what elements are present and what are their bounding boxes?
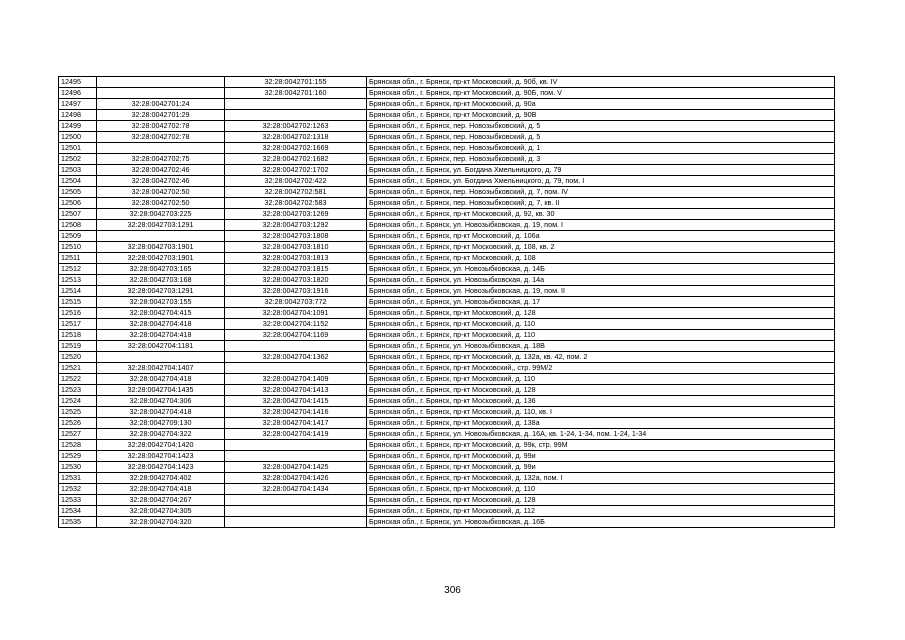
row-number-cell: 12531 — [59, 473, 97, 484]
table-row — [59, 77, 835, 88]
table-row — [59, 517, 835, 528]
address-cell: Брянская обл., г. Брянск, пр-кт Московский, д. 110 — [367, 330, 835, 341]
table-row — [59, 231, 835, 242]
address-cell: Брянская обл., г. Брянск, ул. Богдана Хмельницкого, д. 79 — [367, 165, 835, 176]
object-cadastral-number-cell — [225, 495, 367, 506]
table-row — [59, 319, 835, 330]
table-row — [59, 198, 835, 209]
row-number-cell: 12499 — [59, 121, 97, 132]
object-cadastral-number-cell: 32:28:0042704:1362 — [225, 352, 367, 363]
table-row — [59, 330, 835, 341]
table-row — [59, 407, 835, 418]
row-number-cell: 12509 — [59, 231, 97, 242]
land-cadastral-number-cell: 32:28:0042704:306 — [97, 396, 225, 407]
address-cell: Брянская обл., г. Брянск, пр-кт Московский, д. 90б, кв. IV — [367, 77, 835, 88]
object-cadastral-number-cell: 32:28:0042702:583 — [225, 198, 367, 209]
land-cadastral-number-cell: 32:28:0042704:418 — [97, 330, 225, 341]
address-cell: Брянская обл., г. Брянск, ул. Новозыбковская, д. 14Б — [367, 264, 835, 275]
object-cadastral-number-cell: 32:28:0042703:1808 — [225, 231, 367, 242]
table-row — [59, 187, 835, 198]
table-row — [59, 242, 835, 253]
object-cadastral-number-cell: 32:28:0042704:1417 — [225, 418, 367, 429]
table-row — [59, 286, 835, 297]
row-number-cell: 12505 — [59, 187, 97, 198]
object-cadastral-number-cell: 32:28:0042704:1426 — [225, 473, 367, 484]
row-number-cell: 12501 — [59, 143, 97, 154]
land-cadastral-number-cell: 32:28:0042704:1420 — [97, 440, 225, 451]
address-cell: Брянская обл., г. Брянск, пр-кт Московский, д. 112 — [367, 506, 835, 517]
land-cadastral-number-cell: 32:28:0042702:46 — [97, 165, 225, 176]
row-number-cell: 12533 — [59, 495, 97, 506]
row-number-cell: 12504 — [59, 176, 97, 187]
address-cell: Брянская обл., г. Брянск, пр-кт Московский, д. 136 — [367, 396, 835, 407]
row-number-cell: 12516 — [59, 308, 97, 319]
address-cell: Брянская обл., г. Брянск, ул. Богдана Хмельницкого, д. 79, пом. I — [367, 176, 835, 187]
land-cadastral-number-cell — [97, 88, 225, 99]
object-cadastral-number-cell: 32:28:0042703:1810 — [225, 242, 367, 253]
land-cadastral-number-cell — [97, 143, 225, 154]
object-cadastral-number-cell — [225, 517, 367, 528]
row-number-cell: 12535 — [59, 517, 97, 528]
address-cell: Брянская обл., г. Брянск, пр-кт Московский, д. 90Б, пом. V — [367, 88, 835, 99]
object-cadastral-number-cell: 32:28:0042704:1425 — [225, 462, 367, 473]
land-cadastral-number-cell: 32:28:0042701:24 — [97, 99, 225, 110]
address-cell: Брянская обл., г. Брянск, пр-кт Московский, д. 138а — [367, 418, 835, 429]
row-number-cell: 12495 — [59, 77, 97, 88]
table-row — [59, 99, 835, 110]
object-cadastral-number-cell: 32:28:0042704:1409 — [225, 374, 367, 385]
table-row — [59, 484, 835, 495]
object-cadastral-number-cell: 32:28:0042703:1813 — [225, 253, 367, 264]
row-number-cell: 12508 — [59, 220, 97, 231]
table-row — [59, 374, 835, 385]
land-cadastral-number-cell: 32:28:0042703:225 — [97, 209, 225, 220]
land-cadastral-number-cell: 32:28:0042704:418 — [97, 319, 225, 330]
land-cadastral-number-cell: 32:28:0042704:418 — [97, 484, 225, 495]
row-number-cell: 12521 — [59, 363, 97, 374]
table-row — [59, 253, 835, 264]
table-row — [59, 429, 835, 440]
object-cadastral-number-cell: 32:28:0042703:1292 — [225, 220, 367, 231]
object-cadastral-number-cell: 32:28:0042704:1434 — [225, 484, 367, 495]
land-cadastral-number-cell: 32:28:0042704:305 — [97, 506, 225, 517]
table-row — [59, 506, 835, 517]
land-cadastral-number-cell: 32:28:0042704:415 — [97, 308, 225, 319]
row-number-cell: 12507 — [59, 209, 97, 220]
land-cadastral-number-cell: 32:28:0042703:168 — [97, 275, 225, 286]
object-cadastral-number-cell — [225, 110, 367, 121]
address-cell: Брянская обл., г. Брянск, ул. Новозыбковская, д. 16Б — [367, 517, 835, 528]
row-number-cell: 12528 — [59, 440, 97, 451]
address-cell: Брянская обл., г. Брянск, пр-кт Московский, д. 110 — [367, 484, 835, 495]
object-cadastral-number-cell: 32:28:0042703:1815 — [225, 264, 367, 275]
object-cadastral-number-cell: 32:28:0042704:1415 — [225, 396, 367, 407]
register-table-body — [59, 77, 835, 528]
address-cell: Брянская обл., г. Брянск, пр-кт Московский, д. 99и — [367, 462, 835, 473]
address-cell: Брянская обл., г. Брянск, пр-кт Московский, д. 108 — [367, 253, 835, 264]
object-cadastral-number-cell: 32:28:0042702:1682 — [225, 154, 367, 165]
land-cadastral-number-cell: 32:28:0042704:418 — [97, 374, 225, 385]
row-number-cell: 12522 — [59, 374, 97, 385]
object-cadastral-number-cell — [225, 506, 367, 517]
row-number-cell: 12514 — [59, 286, 97, 297]
address-cell: Брянская обл., г. Брянск, ул. Новозыбковская, д. 17 — [367, 297, 835, 308]
land-cadastral-number-cell: 32:28:0042702:46 — [97, 176, 225, 187]
object-cadastral-number-cell: 32:28:0042704:1413 — [225, 385, 367, 396]
object-cadastral-number-cell — [225, 440, 367, 451]
row-number-cell: 12517 — [59, 319, 97, 330]
table-row — [59, 110, 835, 121]
row-number-cell: 12534 — [59, 506, 97, 517]
object-cadastral-number-cell: 32:28:0042702:1318 — [225, 132, 367, 143]
address-cell: Брянская обл., г. Брянск, пр-кт Московский, д. 90В — [367, 110, 835, 121]
register-table — [58, 76, 835, 528]
object-cadastral-number-cell: 32:28:0042702:581 — [225, 187, 367, 198]
address-cell: Брянская обл., г. Брянск, ул. Новозыбковская, д. 14а — [367, 275, 835, 286]
address-cell: Брянская обл., г. Брянск, пр-кт Московский, д. 90а — [367, 99, 835, 110]
object-cadastral-number-cell: 32:28:0042704:1416 — [225, 407, 367, 418]
land-cadastral-number-cell: 32:28:0042704:1181 — [97, 341, 225, 352]
object-cadastral-number-cell: 32:28:0042703:772 — [225, 297, 367, 308]
row-number-cell: 12513 — [59, 275, 97, 286]
address-cell: Брянская обл., г. Брянск, пр-кт Московский, д. 132а, кв. 42, пом. 2 — [367, 352, 835, 363]
row-number-cell: 12524 — [59, 396, 97, 407]
object-cadastral-number-cell — [225, 451, 367, 462]
object-cadastral-number-cell: 32:28:0042702:1263 — [225, 121, 367, 132]
land-cadastral-number-cell: 32:28:0042704:418 — [97, 407, 225, 418]
land-cadastral-number-cell: 32:28:0042703:155 — [97, 297, 225, 308]
row-number-cell: 12520 — [59, 352, 97, 363]
table-row — [59, 495, 835, 506]
land-cadastral-number-cell — [97, 352, 225, 363]
land-cadastral-number-cell: 32:28:0042702:50 — [97, 198, 225, 209]
land-cadastral-number-cell: 32:28:0042702:75 — [97, 154, 225, 165]
row-number-cell: 12515 — [59, 297, 97, 308]
land-cadastral-number-cell: 32:28:0042704:1423 — [97, 462, 225, 473]
row-number-cell: 12519 — [59, 341, 97, 352]
address-cell: Брянская обл., г. Брянск, ул. Новозыбковская, д. 18В — [367, 341, 835, 352]
row-number-cell: 12530 — [59, 462, 97, 473]
address-cell: Брянская обл., г. Брянск, пер. Новозыбковский, д. 7, кв. II — [367, 198, 835, 209]
row-number-cell: 12497 — [59, 99, 97, 110]
land-cadastral-number-cell: 32:28:0042703:1291 — [97, 220, 225, 231]
land-cadastral-number-cell: 32:28:0042701:29 — [97, 110, 225, 121]
land-cadastral-number-cell: 32:28:0042704:320 — [97, 517, 225, 528]
land-cadastral-number-cell: 32:28:0042704:402 — [97, 473, 225, 484]
table-row — [59, 473, 835, 484]
address-cell: Брянская обл., г. Брянск, пр-кт Московский, д. 128 — [367, 385, 835, 396]
object-cadastral-number-cell: 32:28:0042702:1702 — [225, 165, 367, 176]
land-cadastral-number-cell: 32:28:0042703:1901 — [97, 242, 225, 253]
address-cell: Брянская обл., г. Брянск, пр-кт Московский, д. 132а, пом. I — [367, 473, 835, 484]
row-number-cell: 12529 — [59, 451, 97, 462]
address-cell: Брянская обл., г. Брянск, пр-кт Московский, д. 99к, стр. 99М — [367, 440, 835, 451]
land-cadastral-number-cell: 32:28:0042704:1407 — [97, 363, 225, 374]
table-row — [59, 176, 835, 187]
row-number-cell: 12510 — [59, 242, 97, 253]
table-row — [59, 132, 835, 143]
address-cell: Брянская обл., г. Брянск, пр-кт Московский, д. 106а — [367, 231, 835, 242]
address-cell: Брянская обл., г. Брянск, пр-кт Московский, д. 110 — [367, 319, 835, 330]
object-cadastral-number-cell: 32:28:0042704:1091 — [225, 308, 367, 319]
address-cell: Брянская обл., г. Брянск, пр-кт Московский, д. 110, кв. I — [367, 407, 835, 418]
object-cadastral-number-cell — [225, 363, 367, 374]
row-number-cell: 12526 — [59, 418, 97, 429]
address-cell: Брянская обл., г. Брянск, пер. Новозыбковский, д. 7, пом. IV — [367, 187, 835, 198]
land-cadastral-number-cell: 32:28:0042704:322 — [97, 429, 225, 440]
object-cadastral-number-cell — [225, 99, 367, 110]
land-cadastral-number-cell: 32:28:0042703:1901 — [97, 253, 225, 264]
land-cadastral-number-cell: 32:28:0042702:78 — [97, 121, 225, 132]
object-cadastral-number-cell: 32:28:0042703:1269 — [225, 209, 367, 220]
row-number-cell: 12503 — [59, 165, 97, 176]
table-row — [59, 308, 835, 319]
address-cell: Брянская обл., г. Брянск, пер. Новозыбковский, д. 5 — [367, 121, 835, 132]
object-cadastral-number-cell: 32:28:0042704:1152 — [225, 319, 367, 330]
object-cadastral-number-cell: 32:28:0042702:1669 — [225, 143, 367, 154]
row-number-cell: 12527 — [59, 429, 97, 440]
table-row — [59, 297, 835, 308]
address-cell: Брянская обл., г. Брянск, ул. Новозыбковская, д. 19, пом. I — [367, 220, 835, 231]
row-number-cell: 12506 — [59, 198, 97, 209]
row-number-cell: 12525 — [59, 407, 97, 418]
row-number-cell: 12500 — [59, 132, 97, 143]
address-cell: Брянская обл., г. Брянск, ул. Новозыбковская, д. 19, пом. II — [367, 286, 835, 297]
table-row — [59, 154, 835, 165]
table-row — [59, 220, 835, 231]
page-number: 306 — [444, 585, 461, 596]
table-row — [59, 264, 835, 275]
table-row — [59, 341, 835, 352]
table-row — [59, 418, 835, 429]
address-cell: Брянская обл., г. Брянск, пр-кт Московский,, стр. 99М/2 — [367, 363, 835, 374]
land-cadastral-number-cell: 32:28:0042704:1423 — [97, 451, 225, 462]
object-cadastral-number-cell: 32:28:0042701:160 — [225, 88, 367, 99]
address-cell: Брянская обл., г. Брянск, пер. Новозыбковский, д. 3 — [367, 154, 835, 165]
table-row — [59, 352, 835, 363]
table-row — [59, 275, 835, 286]
table-row — [59, 88, 835, 99]
land-cadastral-number-cell: 32:28:0042702:50 — [97, 187, 225, 198]
address-cell: Брянская обл., г. Брянск, ул. Новозыбковская, д. 16А, кв. 1-24, 1-34, пом. 1-24, 1-34 — [367, 429, 835, 440]
table-row — [59, 462, 835, 473]
row-number-cell: 12518 — [59, 330, 97, 341]
address-cell: Брянская обл., г. Брянск, пр-кт Московский, д. 108, кв. 2 — [367, 242, 835, 253]
object-cadastral-number-cell: 32:28:0042701:155 — [225, 77, 367, 88]
land-cadastral-number-cell: 32:28:0042704:267 — [97, 495, 225, 506]
address-cell: Брянская обл., г. Брянск, пр-кт Московский, д. 92, кв. 30 — [367, 209, 835, 220]
land-cadastral-number-cell — [97, 231, 225, 242]
row-number-cell: 12496 — [59, 88, 97, 99]
address-cell: Брянская обл., г. Брянск, пр-кт Московский, д. 99и — [367, 451, 835, 462]
row-number-cell: 12498 — [59, 110, 97, 121]
object-cadastral-number-cell — [225, 341, 367, 352]
object-cadastral-number-cell: 32:28:0042703:1916 — [225, 286, 367, 297]
table-row — [59, 121, 835, 132]
address-cell: Брянская обл., г. Брянск, пр-кт Московский, д. 128 — [367, 308, 835, 319]
object-cadastral-number-cell: 32:28:0042704:1419 — [225, 429, 367, 440]
table-row — [59, 385, 835, 396]
land-cadastral-number-cell: 32:28:0042704:1435 — [97, 385, 225, 396]
row-number-cell: 12511 — [59, 253, 97, 264]
address-cell: Брянская обл., г. Брянск, пр-кт Московский, д. 110 — [367, 374, 835, 385]
row-number-cell: 12512 — [59, 264, 97, 275]
table-row — [59, 165, 835, 176]
land-cadastral-number-cell — [97, 77, 225, 88]
address-cell: Брянская обл., г. Брянск, пер. Новозыбковский, д. 5 — [367, 132, 835, 143]
row-number-cell: 12502 — [59, 154, 97, 165]
land-cadastral-number-cell: 32:28:0042703:165 — [97, 264, 225, 275]
object-cadastral-number-cell: 32:28:0042702:422 — [225, 176, 367, 187]
land-cadastral-number-cell: 32:28:0042702:78 — [97, 132, 225, 143]
address-cell: Брянская обл., г. Брянск, пр-кт Московский, д. 128 — [367, 495, 835, 506]
land-cadastral-number-cell: 32:28:0042703:1291 — [97, 286, 225, 297]
table-row — [59, 440, 835, 451]
table-row — [59, 451, 835, 462]
table-row — [59, 363, 835, 374]
object-cadastral-number-cell: 32:28:0042703:1820 — [225, 275, 367, 286]
table-row — [59, 396, 835, 407]
address-cell: Брянская обл., г. Брянск, пер. Новозыбковский, д. 1 — [367, 143, 835, 154]
row-number-cell: 12532 — [59, 484, 97, 495]
table-row — [59, 209, 835, 220]
table-row — [59, 143, 835, 154]
row-number-cell: 12523 — [59, 385, 97, 396]
object-cadastral-number-cell: 32:28:0042704:1169 — [225, 330, 367, 341]
land-cadastral-number-cell: 32:28:0042709:130 — [97, 418, 225, 429]
